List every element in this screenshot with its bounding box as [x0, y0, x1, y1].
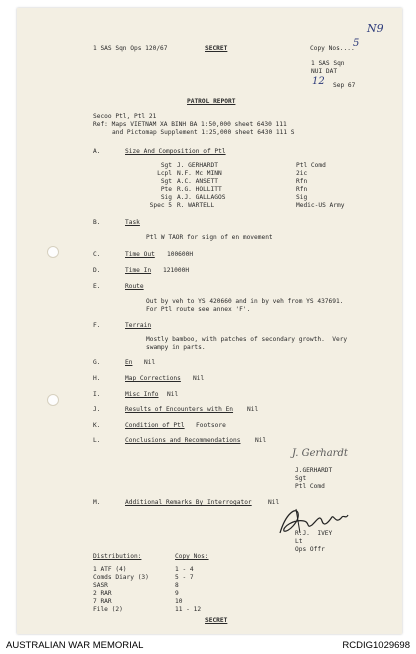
personnel-rank: Sgt: [160, 178, 172, 185]
personnel-role: Sig: [296, 194, 308, 201]
section-letter: C.: [93, 251, 101, 258]
map-reference: Ref: Maps VIETNAM XA BINH BA 1:50,000 sheet 6430 111: [93, 121, 287, 128]
route-text: Out by veh to YS 420660 and in by veh from YS 437691.: [146, 298, 344, 305]
distribution-recipient: 7 RAR: [93, 598, 112, 605]
copy-nos: Copy Nos....: [310, 45, 355, 52]
personnel-role: Rfn: [296, 186, 308, 193]
section-value: Nil: [193, 375, 205, 382]
classification-top: SECRET: [205, 45, 228, 52]
map-supplement: and Pictomap Supplement 1:25,000 sheet 6430 111 S: [112, 129, 295, 136]
distribution-copies: 9: [175, 590, 179, 597]
unit: 1 SAS Sqn: [311, 60, 345, 67]
personnel-rank: Sig: [160, 194, 172, 201]
section-value: Nil: [268, 499, 280, 506]
section-letter: B.: [93, 219, 101, 226]
section-title: Task: [125, 219, 140, 226]
archive-record-id: RCDIG1029698: [342, 640, 410, 651]
section-value: Nil: [255, 437, 267, 444]
terrain-text: swampy in parts.: [146, 344, 206, 351]
distribution-copies: 1 - 4: [175, 566, 194, 573]
section-letter: K.: [93, 422, 101, 429]
section-title: Misc Info: [125, 391, 159, 398]
signatory-rank: Sgt: [295, 475, 307, 482]
task-text: Ptl W TAOR for sign of en movement: [146, 234, 273, 241]
personnel-rank: Lcpl: [157, 170, 172, 177]
signatory-appointment: Ptl Comd: [295, 483, 325, 490]
copy-nos-heading: Copy Nos:: [175, 553, 209, 560]
personnel-rank: Sgt: [160, 162, 172, 169]
section-letter: M.: [93, 499, 101, 506]
section-value: Nil: [144, 359, 156, 366]
personnel-rank: Spec 5: [149, 202, 172, 209]
signatory-rank: Lt: [295, 538, 303, 545]
signatory-name: R.J. IVEY: [295, 530, 333, 537]
section-letter: H.: [93, 375, 101, 382]
corner-mark: N9: [367, 22, 384, 35]
terrain-text: Mostly bamboo, with patches of secondary growth. Very: [146, 336, 348, 343]
personnel-name: A.C. ANSETT: [177, 178, 218, 185]
patrol-commander-signature: J. Gerhardt: [292, 448, 348, 459]
page-title: PATROL REPORT: [187, 98, 236, 105]
section-letter: F.: [93, 322, 101, 329]
punch-hole: [47, 246, 59, 258]
section-title: Route: [125, 283, 144, 290]
section-title: Additional Remarks By Interrogator: [125, 499, 252, 506]
time-out-value: 100600H: [167, 251, 194, 258]
personnel-name: R.G. HOLLITT: [177, 186, 222, 193]
date: Sep 67: [333, 82, 356, 89]
ops-officer-signature: [300, 520, 304, 521]
patrol-id: Secoo Ptl, Ptl 21: [93, 113, 157, 120]
personnel-role: Ptl Comd: [296, 162, 326, 169]
signatory-appointment: Ops Offr: [295, 546, 325, 553]
distribution-copies: 10: [175, 598, 183, 605]
archive-name: AUSTRALIAN WAR MEMORIAL: [6, 640, 144, 651]
section-letter: I.: [93, 391, 101, 398]
distribution-copies: 5 - 7: [175, 574, 194, 581]
personnel-name: J. GERHARDT: [177, 162, 218, 169]
distribution-recipient: Comds Diary (3): [93, 574, 149, 581]
punch-hole: [47, 394, 59, 406]
section-title: Time In: [125, 267, 152, 274]
distribution-heading: Distribution:: [93, 553, 142, 560]
section-letter: A.: [93, 148, 101, 155]
distribution-recipient: 1 ATF (4): [93, 566, 127, 573]
personnel-role: Medic-US Army: [296, 202, 345, 209]
time-in-value: 121000H: [163, 267, 190, 274]
classification-bottom: SECRET: [205, 617, 228, 624]
section-letter: D.: [93, 267, 101, 274]
signatory-name: J.GERHARDT: [295, 467, 333, 474]
section-title: Results of Encounters with En: [125, 406, 234, 413]
document-reference: 1 SAS Sqn Ops 120/67: [93, 45, 168, 52]
copy-number-hand: 5: [353, 38, 360, 49]
location: NUI DAT: [311, 68, 338, 75]
section-value: Nil: [247, 406, 259, 413]
section-letter: L.: [93, 437, 101, 444]
distribution-copies: 11 - 12: [175, 606, 202, 613]
distribution-recipient: SASR: [93, 582, 108, 589]
section-letter: J.: [93, 406, 101, 413]
distribution-recipient: File (2): [93, 606, 123, 613]
section-title: Map Corrections: [125, 375, 181, 382]
personnel-name: A.J. GALLAGOS: [177, 194, 226, 201]
route-text: For Ptl route see annex 'F'.: [146, 306, 251, 313]
distribution-copies: 8: [175, 582, 179, 589]
distribution-recipient: 2 RAR: [93, 590, 112, 597]
section-title: Terrain: [125, 322, 152, 329]
personnel-role: 2ic: [296, 170, 308, 177]
section-letter: G.: [93, 359, 101, 366]
date-day-hand: 12: [312, 76, 325, 87]
archive-footer: [0, 636, 416, 654]
personnel-name: N.F. Mc MINN: [177, 170, 222, 177]
section-title: Conclusions and Recommendations: [125, 437, 241, 444]
section-value: Footsore: [196, 422, 226, 429]
personnel-name: R. WARTELL: [177, 202, 215, 209]
section-letter: E.: [93, 283, 101, 290]
section-title: Size And Composition of Ptl: [125, 148, 226, 155]
section-value: Nil: [167, 391, 179, 398]
personnel-role: Rfn: [296, 178, 308, 185]
section-title: En: [125, 359, 133, 366]
section-title: Condition of Ptl: [125, 422, 185, 429]
personnel-rank: Pte: [160, 186, 172, 193]
section-title: Time Out: [125, 251, 155, 258]
